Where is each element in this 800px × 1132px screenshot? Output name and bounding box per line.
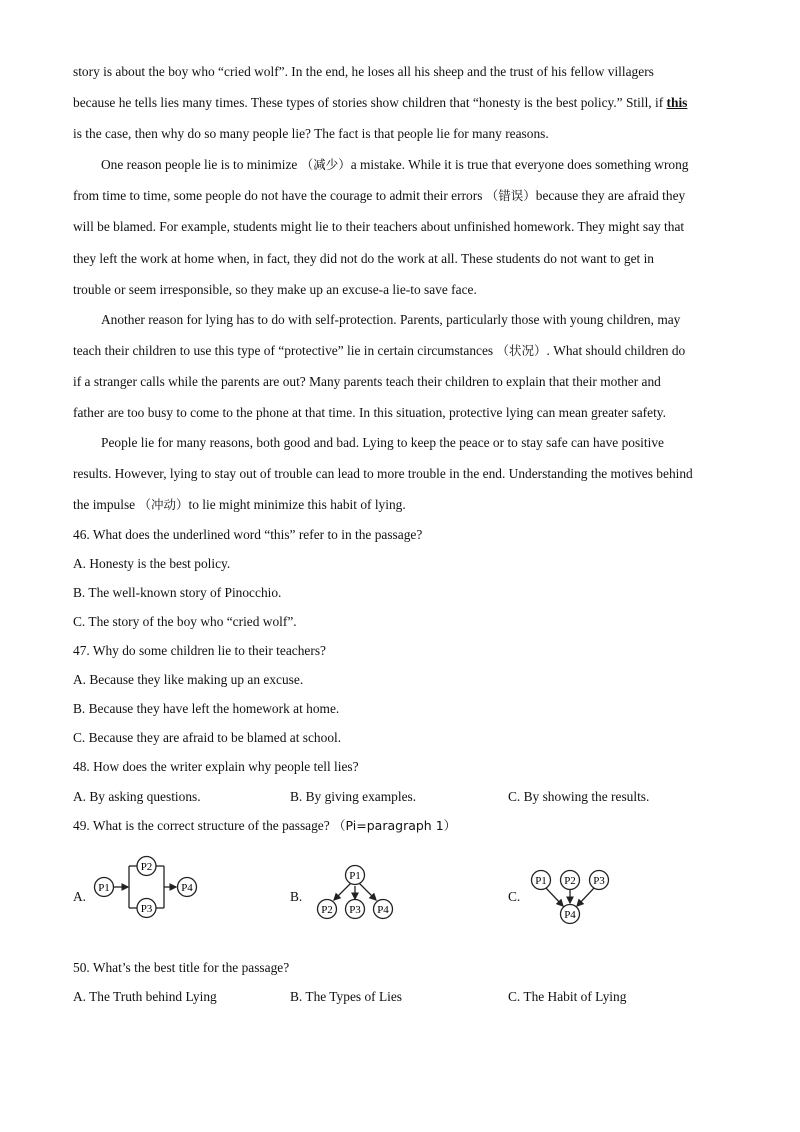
node-label: P4 (181, 882, 193, 894)
passage-text: People lie for many reasons, both good and bad. Lying to keep the peace or to stay safe can have positive (101, 435, 664, 450)
answer-option[interactable]: C. The Habit of Lying (508, 989, 627, 1004)
answer-option[interactable]: C. By showing the results. (508, 789, 650, 804)
node-label: P3 (349, 904, 361, 916)
passage-text: from time to time, some people do not have the courage to admit their errors (73, 188, 486, 203)
node-label: P1 (349, 870, 361, 882)
passage-text: One reason people lie is to minimize (101, 157, 301, 172)
passage-line (73, 464, 733, 484)
passage-line (73, 372, 733, 392)
diagram-arrow (334, 883, 351, 900)
passage-text: the impulse (73, 497, 139, 512)
chinese-gloss: （状况） (496, 343, 547, 358)
passage-line (73, 249, 733, 269)
question-stem: 50. What’s the best title for the passage? (73, 960, 290, 975)
passage-text: story is about the boy who “cried wolf”. In the end, he loses all his sheep and the trust of his fellow villagers (73, 64, 654, 79)
diagram-arrow (545, 887, 563, 906)
answer-option[interactable]: B. The well-known story of Pinocchio. (73, 585, 282, 600)
answer-option[interactable]: B. Because they have left the homework at home. (73, 701, 340, 716)
node-label: P3 (593, 875, 605, 887)
node-label: P3 (140, 903, 153, 915)
node-label: P2 (321, 904, 333, 916)
passage-line (73, 124, 733, 144)
answer-option[interactable]: B. By giving examples. (290, 789, 417, 804)
passage-text: will be blamed. For example, students might lie to their teachers about unfinished homework. They might say that (73, 219, 685, 234)
passage-text: . What should children do (546, 343, 686, 358)
diagram-arrow (577, 887, 595, 906)
node-label: P1 (535, 875, 547, 887)
passage-line (73, 93, 733, 113)
passage-text: a mistake. While it is true that everyone does something wrong (350, 157, 689, 172)
question-stem: 48. How does the writer explain why people tell lies? (73, 759, 359, 774)
passage-line (73, 495, 733, 515)
node-label: P4 (377, 904, 389, 916)
passage-text: to lie might minimize this habit of lying. (188, 497, 406, 512)
structure-diagram-b (306, 862, 418, 924)
passage-text: they left the work at home when, in fact, they did not do the work at all. These students do not want to get in (73, 251, 655, 266)
underlined-word: this (666, 95, 688, 110)
diagram-arrow (359, 883, 376, 900)
node-label: P2 (140, 861, 153, 873)
node-label: P1 (98, 882, 110, 894)
answer-option[interactable]: A. The Truth behind Lying (73, 989, 217, 1004)
passage-text: teach their children to use this type of “protective” lie in certain circumstances (73, 343, 497, 358)
passage-line (73, 341, 733, 361)
answer-option[interactable]: A. Because they like making up an excuse. (73, 672, 304, 687)
passage-line (73, 403, 733, 423)
passage-line (101, 155, 761, 175)
question-note: （Pi=paragraph 1） (333, 818, 457, 833)
passage-text: is the case, then why do so many people lie? The fact is that people lie for many reasons. (73, 126, 549, 141)
answer-option[interactable]: A. By asking questions. (73, 789, 201, 804)
passage-text: results. However, lying to stay out of trouble can lead to more trouble in the end. Understanding the motives behind (73, 466, 693, 481)
answer-option[interactable]: C. (508, 889, 521, 904)
question-stem-text: 49. What is the correct structure of the passage? (73, 818, 334, 833)
chinese-gloss: （减少） (300, 157, 351, 172)
structure-diagram-a (88, 852, 210, 922)
passage-text: trouble or seem irresponsible, so they make up an excuse-a lie-to save face. (73, 282, 477, 297)
passage-text: because he tells lies many times. These types of stories show children that “honesty is the best policy.” Still, if (73, 95, 667, 110)
passage-text: father are too busy to come to the phone at that time. In this situation, protective lying can mean greater safety. (73, 405, 666, 420)
passage-text: because they are afraid they (535, 188, 686, 203)
passage-line (73, 186, 733, 206)
answer-option[interactable]: C. Because they are afraid to be blamed at school. (73, 730, 342, 745)
structure-diagram-c (524, 866, 620, 928)
answer-option[interactable]: B. (290, 889, 303, 904)
node-label: P4 (564, 909, 576, 921)
question-stem: 46. What does the underlined word “this” refer to in the passage? (73, 527, 423, 542)
node-label: P2 (564, 875, 576, 887)
question-stem: 47. Why do some children lie to their teachers? (73, 643, 326, 658)
chinese-gloss: （冲动） (138, 497, 189, 512)
passage-text: if a stranger calls while the parents are out? Many parents teach their children to explain that their mother and (73, 374, 661, 389)
passage-line (73, 62, 733, 82)
answer-option[interactable]: A. Honesty is the best policy. (73, 556, 231, 571)
answer-option[interactable]: B. The Types of Lies (290, 989, 403, 1004)
passage-text: Another reason for lying has to do with self-protection. Parents, particularly those with young children, may (101, 312, 681, 327)
passage-line (73, 217, 733, 237)
chinese-gloss: （错误） (485, 188, 536, 203)
passage-line (101, 433, 761, 453)
passage-line (73, 280, 733, 300)
question-stem (73, 816, 733, 836)
answer-option[interactable]: A. (73, 889, 87, 904)
answer-option[interactable]: C. The story of the boy who “cried wolf”. (73, 614, 297, 629)
passage-line (101, 310, 761, 330)
